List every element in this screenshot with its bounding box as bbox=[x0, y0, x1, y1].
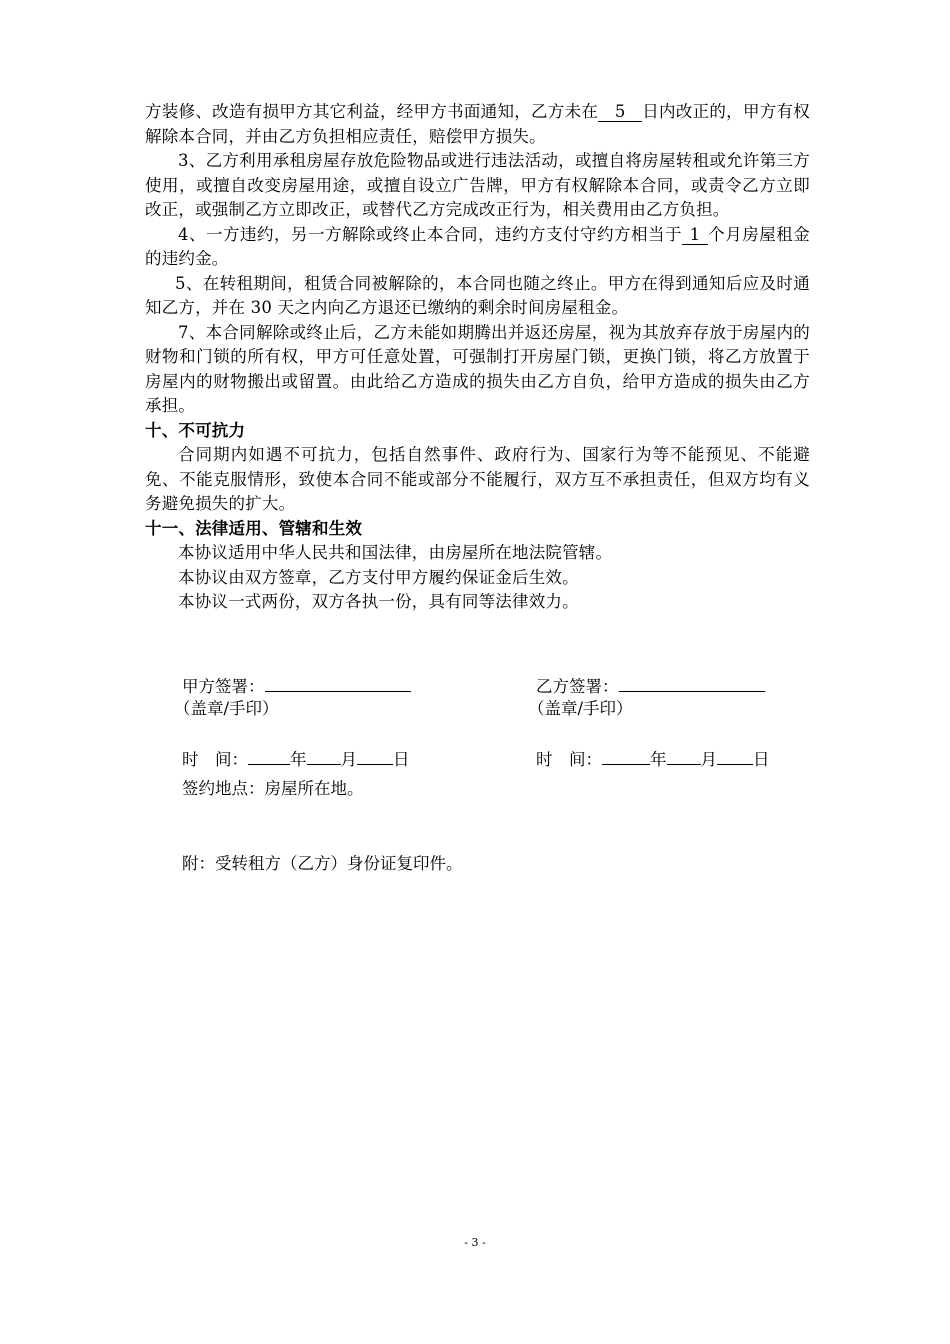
day-label: 日 bbox=[753, 750, 770, 769]
months-value: 1 bbox=[689, 224, 701, 244]
year-label: 年 bbox=[650, 750, 667, 769]
signing-place: 签约地点：房屋所在地。 bbox=[182, 779, 364, 798]
months-blank bbox=[682, 226, 708, 245]
paragraph-text: 方装修、改造有损甲方其它利益，经甲方书面通知，乙方未在 bbox=[145, 102, 599, 121]
party-a-seal-note: （盖章/手印） bbox=[174, 699, 279, 718]
party-a-label: 甲方签署： bbox=[182, 677, 265, 696]
day-blank bbox=[357, 747, 393, 765]
month-label: 月 bbox=[700, 750, 717, 769]
party-b-label: 乙方签署： bbox=[536, 677, 619, 696]
party-a-date bbox=[182, 747, 410, 772]
section-11-line-3: 本协议一式两份，双方各执一份，具有同等法律效力。 bbox=[178, 592, 579, 611]
time-label: 时 间： bbox=[182, 750, 248, 769]
section-11-line-2: 本协议由双方签章，乙方支付甲方履约保证金后生效。 bbox=[178, 567, 579, 587]
clause-7: 7、本合同解除或终止后，乙方未能如期腾出并返还房屋，视为其放弃存放于房屋内的财物和门锁的所有权，甲方可任意处置，可强制打开房屋门锁，更换门锁，将乙方放置于房屋内的财物搬出或留置。由此给乙方造成的损失由乙方自负，给甲方造成的损失由乙方承担。 bbox=[145, 322, 810, 415]
party-a-signature-line bbox=[265, 673, 411, 692]
days-value: 5 bbox=[614, 102, 626, 121]
section-10-heading: 十、不可抗力 bbox=[145, 420, 246, 440]
days-blank bbox=[598, 103, 642, 122]
time-label: 时 间： bbox=[536, 750, 602, 769]
party-b-signature bbox=[536, 673, 765, 699]
month-label: 月 bbox=[340, 750, 357, 769]
section-11-heading: 十一、法律适用、管辖和生效 bbox=[145, 518, 363, 538]
party-b-seal-note: （盖章/手印） bbox=[528, 699, 633, 718]
section-11-line-1: 本协议适用中华人民共和国法律，由房屋所在地法院管辖。 bbox=[178, 543, 613, 562]
clause-5: 5、在转租期间，租赁合同被解除的，本合同也随之终止。甲方在得到通知后应及时通知乙方，并在 30 天之内向乙方退还已缴纳的剩余时间房屋租金。 bbox=[145, 273, 810, 317]
party-a-signature bbox=[182, 673, 411, 699]
party-b-signature-line bbox=[619, 673, 765, 692]
month-blank bbox=[307, 747, 341, 765]
section-10-text: 合同期内如遇不可抗力，包括自然事件、政府行为、国家行为等不能预见、不能避免、不能克服情形，致使本合同不能或部分不能履行，双方互不承担责任，但双方均有义务避免损失的扩大。 bbox=[145, 445, 810, 513]
clause-text: 个月房屋租金的违约金。 bbox=[145, 224, 810, 268]
party-b-date bbox=[536, 747, 770, 772]
year-blank bbox=[602, 747, 650, 765]
contract-body bbox=[145, 100, 810, 615]
clause-4 bbox=[145, 223, 810, 272]
paragraph-text: 日内改正的，甲方有权解除本合同，并由乙方负担相应责任，赔偿甲方损失。 bbox=[145, 102, 811, 146]
day-blank bbox=[717, 747, 753, 765]
year-blank bbox=[248, 747, 290, 765]
month-blank bbox=[667, 747, 701, 765]
day-label: 日 bbox=[393, 750, 410, 769]
clause-3: 3、乙方利用承租房屋存放危险物品或进行违法活动，或擅自将房屋转租或允许第三方使用，或擅自改变房屋用途，或擅自设立广告牌，甲方有权解除本合同，或责令乙方立即改正，或强制乙方立即改正，或替代乙方完成改正行为，相关费用由乙方负担。 bbox=[145, 151, 810, 219]
attachment-note: 附：受转租方（乙方）身份证复印件。 bbox=[182, 854, 463, 873]
page-number: - 3 - bbox=[464, 1236, 486, 1249]
clause-text: 4、一方违约，另一方解除或终止本合同，违约方支付守约方相当于 bbox=[178, 224, 682, 244]
paragraph-continued bbox=[145, 100, 810, 149]
year-label: 年 bbox=[290, 750, 307, 769]
